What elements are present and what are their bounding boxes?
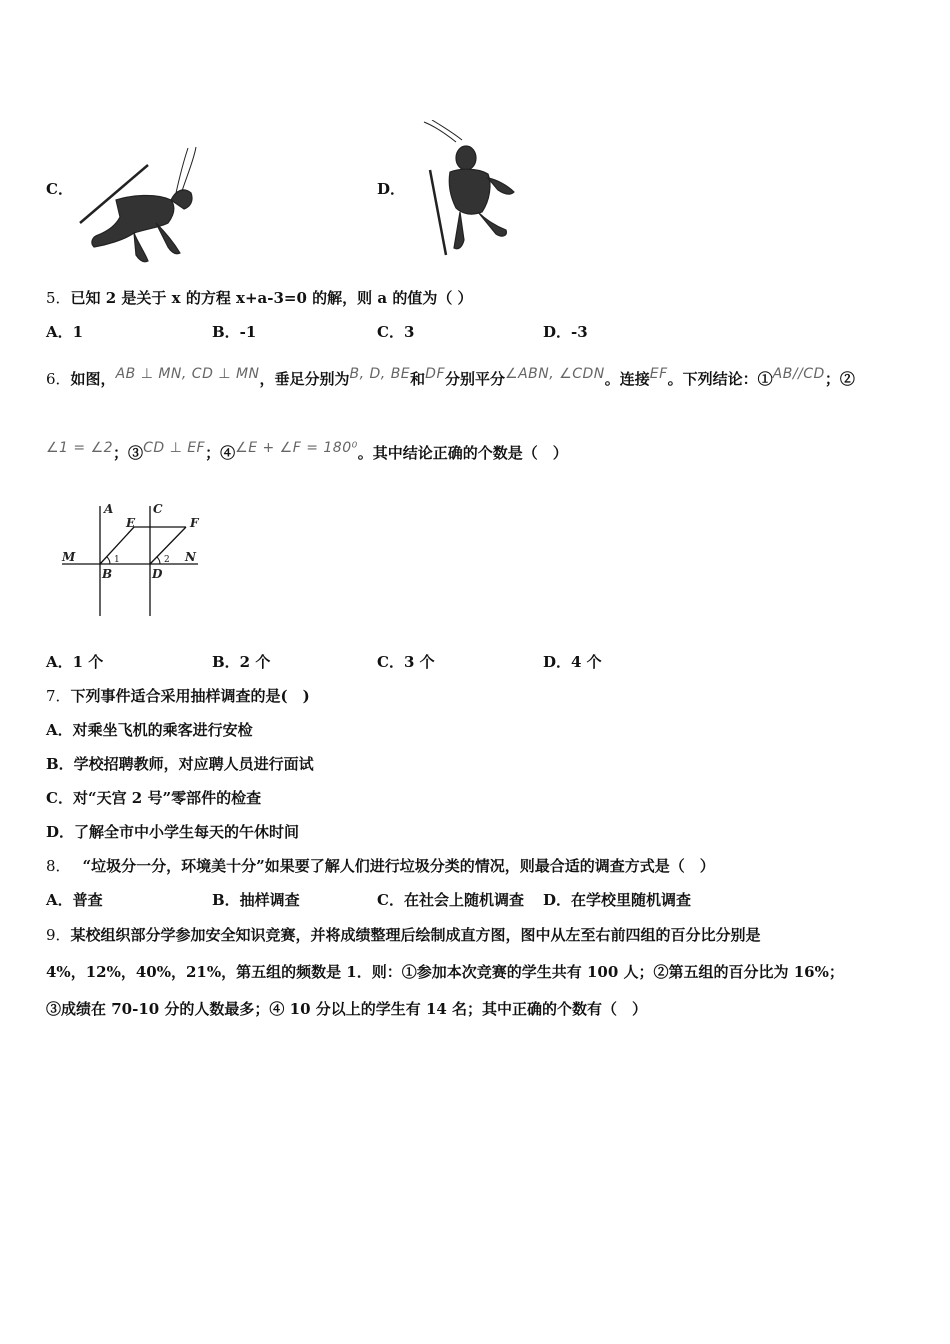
label-m: M [62, 550, 76, 564]
q6-text-6: 。下列结论：① [667, 370, 773, 388]
q6-text-8: ；③ [113, 444, 144, 462]
q6-text-9: ；④ [205, 444, 236, 462]
q4-option-d-image [420, 120, 520, 260]
q8-option-b: B．抽样调查 [212, 891, 300, 909]
q5-option-a: A．1 [46, 323, 84, 341]
q6-stem-line1 [46, 368, 855, 389]
q6-option-b: B．2 个 [212, 653, 271, 671]
label-angle-2: 2 [164, 555, 170, 565]
q5-option-d: D．-3 [543, 323, 588, 341]
q6-math-6: AB//CD [772, 366, 825, 382]
q6-math-3: DF [425, 366, 446, 382]
q6-option-c: C．3 个 [377, 653, 435, 671]
q7-option-c: C．对“天宫 2 号”零部件的检查 [46, 789, 262, 807]
q6-math-2: B, D, BE [349, 366, 411, 382]
q6-text-10: 。其中结论正确的个数是（ ） [357, 444, 568, 462]
label-c: C [153, 502, 163, 516]
q6-math-1: AB ⊥ MN, CD ⊥ MN [115, 366, 260, 382]
q6-math-8: CD ⊥ EF [143, 440, 206, 456]
q9-stem-line1 [46, 924, 761, 945]
q7-option-b: B．学校招聘教师，对应聘人员进行面试 [46, 755, 314, 773]
q6-text-2: ，垂足分别为 [259, 370, 350, 388]
label-n: N [185, 550, 196, 564]
q8-option-c: C．在社会上随机调查 [377, 891, 524, 909]
q7-option-d: D．了解全市中小学生每天的午休时间 [46, 823, 300, 841]
q5-text: 已知 2 是关于 x 的方程 x+a-3=0 的解，则 a 的值为（ ） [70, 289, 473, 307]
q8-option-d: D．在学校里随机调查 [543, 891, 692, 909]
q6-math-7: ∠1 = ∠2 [46, 440, 114, 456]
q6-math-4: ∠ABN, ∠CDN [505, 366, 605, 382]
label-d: D [152, 567, 163, 581]
q8-number: 8． [46, 857, 71, 875]
q6-math-9: ∠E + ∠F = 180⁰ [235, 440, 358, 456]
q8-stem [46, 855, 715, 876]
q7-stem [46, 685, 310, 706]
q6-stem-line2 [46, 442, 568, 463]
q6-option-a: A．1 个 [46, 653, 104, 671]
q6-text-1: 如图， [70, 370, 116, 388]
label-b: B [102, 567, 113, 581]
q6-geometry-figure [58, 500, 218, 620]
q9-number: 9． [46, 926, 71, 944]
q4-option-c-image [76, 145, 201, 270]
q4-option-d-label: D． [377, 180, 406, 198]
q6-text-7: ；② [824, 370, 855, 388]
q8-text: “垃圾分一分，环境美十分”如果要了解人们进行垃圾分类的情况，则最合适的调查方式是（ ） [82, 857, 715, 875]
q9-stem-line3: ③成绩在 70-10 分的人数最多；④ 10 分以上的学生有 14 名；其中正确的个数有（ ） [46, 1000, 648, 1018]
q6-number: 6． [46, 370, 71, 388]
q6-math-5: EF [649, 366, 668, 382]
q7-number: 7． [46, 687, 71, 705]
q6-text-4: 分别平分 [445, 370, 506, 388]
q8-option-a: A．普查 [46, 891, 103, 909]
q5-option-c: C．3 [377, 323, 415, 341]
q6-option-d: D．4 个 [543, 653, 602, 671]
label-f: F [190, 516, 199, 530]
q9-line1: 某校组织部分学参加安全知识竞赛，并将成绩整理后绘制成直方图，图中从左至右前四组的百分比分别是 [70, 926, 761, 944]
q6-text-3: 和 [410, 370, 426, 388]
q7-text: 下列事件适合采用抽样调查的是( ) [70, 687, 310, 705]
label-a: A [104, 502, 114, 516]
q7-option-a: A．对乘坐飞机的乘客进行安检 [46, 721, 253, 739]
label-e: E [126, 516, 136, 530]
q5-number: 5． [46, 289, 71, 307]
label-angle-1: 1 [114, 555, 120, 565]
q4-option-c-label: C． [46, 180, 73, 198]
q9-stem-line2: 4%，12%，40%，21%，第五组的频数是 1．则：①参加本次竞赛的学生共有 100 人；②第五组的百分比为 16%； [46, 963, 844, 981]
q5-option-b: B．-1 [212, 323, 257, 341]
q5-stem [46, 287, 473, 308]
q6-text-5: 。连接 [604, 370, 650, 388]
